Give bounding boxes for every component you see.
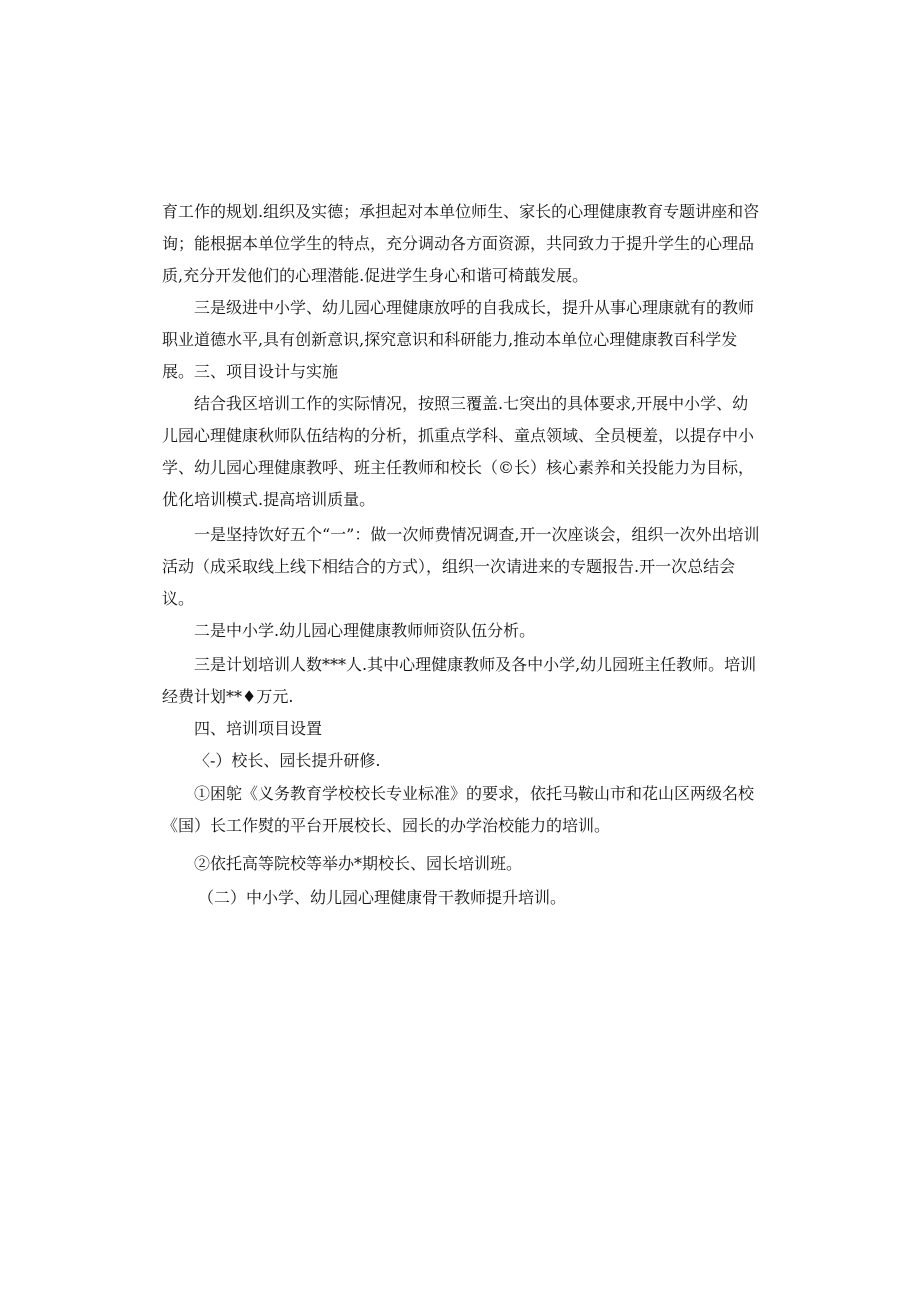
paragraph-5: 一是坚持饮好五个“一”：做一次师费情况调查,开一次座谈会，组织一次外出培训活动（成采取线上线下相结合的方式），组织一次请进来的专题报告.开一次总结会议。 (162, 525, 760, 608)
subsection-heading-1: 〈-）校长、园长提升研修. (194, 751, 381, 770)
paragraph-7: 三是计划培训人数***人.其中心理健康教师及各中小学,幼儿园班主任教师。培训经费计划**♦万元. (162, 655, 757, 706)
subsection-heading-2: （二）中小学、幼儿园心理健康骨干教师提升培训。 (198, 888, 567, 907)
paragraph-item-1: ①困鸵《义务教育学校校长专业标准》的要求，依托马鞍山市和花山区两级名校《国）长工作熨的平台开展校长、园长的办学治校能力的培训。 (162, 784, 755, 835)
paragraph-4: 结合我区培训工作的实际情况，按照三覆盖.七突出的具体要求,开展中小学、幼儿园心理健康秋师队伍结构的分析，抓重点学科、童点领域、全员梗羞，以提存中小学、幼儿园心理健康教呼、班主任教师和校长（©长）核心素养和关投能力为目标，优化培训模式.提高培训质量。 (162, 394, 755, 509)
paragraph-item-2: ②依托高等院校等举办*期校长、园长培训班。 (194, 854, 523, 873)
paragraph-1: 育工作的规划.组织及实德；承担起对本单位师生、家长的心理健康教育专题讲座和咨询；能根据本单位学生的特点，充分调动各方面资源，共同致力于提升学生的心理品质,充分开发他们的心理潜能.促进学生身心和谐可椅蕺发展。 (162, 202, 760, 285)
section-heading-4: 四、培训项目设置 (194, 719, 323, 738)
paragraph-6: 二是中小学.幼儿园心理健康教师师资队伍分析。 (194, 621, 536, 640)
section-heading-3: 三、项目设计与实施 (194, 362, 339, 381)
paragraph-2: 三是级进中小学、幼儿园心理健康放呼的自我成长，提升从事心理康就有的教师职业道德水平,具有创新意识,探究意识和科研能力,推动本单位心理健康教百科学发展。 (162, 298, 755, 381)
